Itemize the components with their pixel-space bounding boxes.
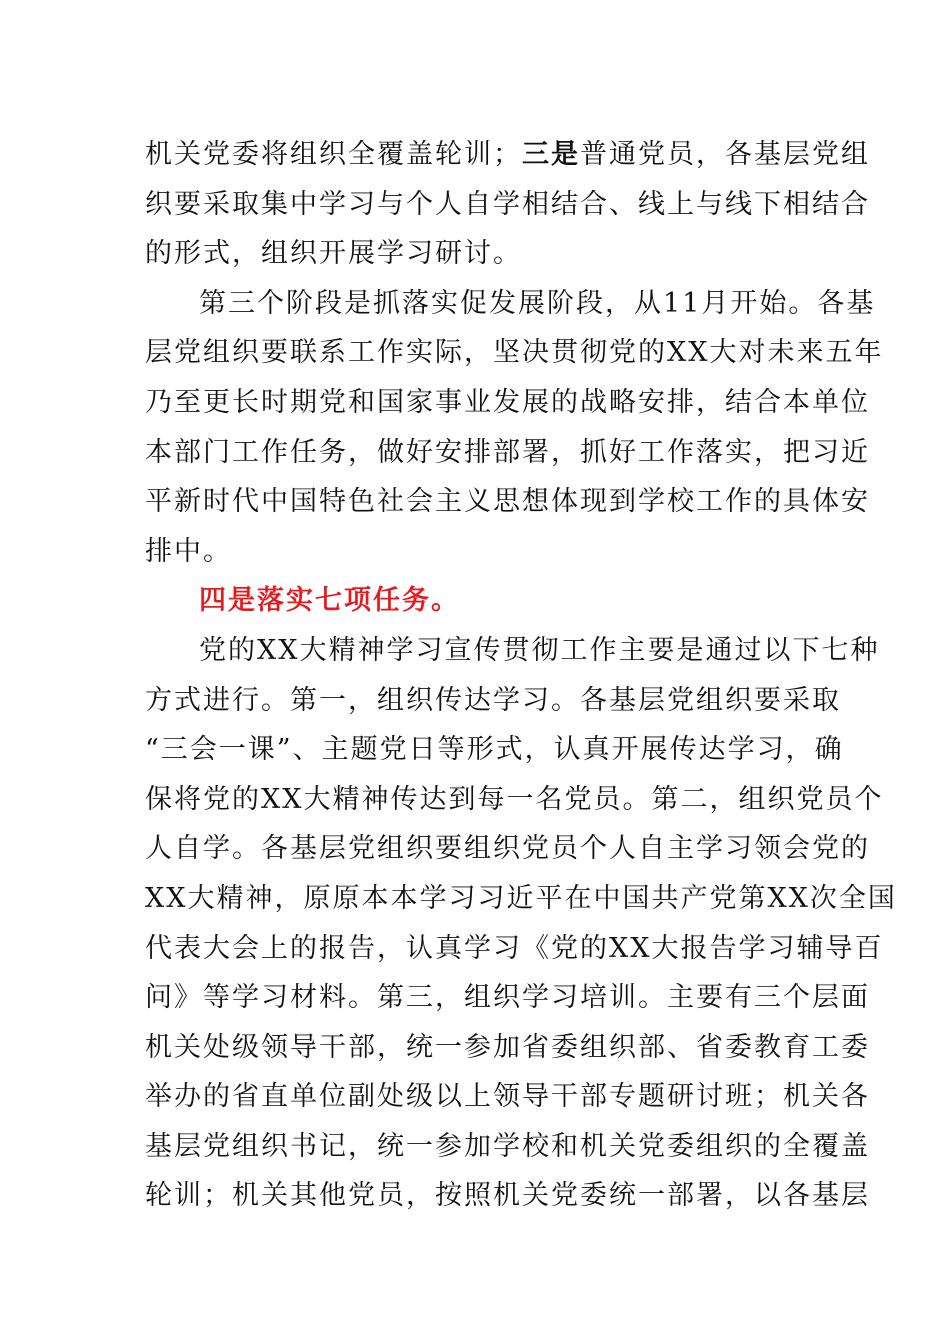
paragraph-line: 党的XX大精神学习宣传贯彻工作主要是通过以下七种 <box>199 634 880 666</box>
text-run: 机关党委将组织全覆盖轮训； <box>145 139 522 170</box>
paragraph-line: 织要采取集中学习与个人自学相结合、线上与线下相结合 <box>145 188 870 220</box>
paragraph-line: 举办的省直单位副处级以上领导干部专题研讨班；机关各 <box>145 1081 870 1113</box>
paragraph-line: 保将党的XX大精神传达到每一名党员。第二，组织党员个 <box>145 783 884 815</box>
paragraph-line: 的形式，组织开展学习研讨。 <box>145 238 522 270</box>
document-body <box>145 130 897 1221</box>
paragraph-line: 乃至更长时期党和国家事业发展的战略安排，结合本单位 <box>145 386 870 418</box>
paragraph-line: 基层党组织书记，统一参加学校和机关党委组织的全覆盖 <box>145 1130 870 1162</box>
bold-run: 三是 <box>522 139 580 170</box>
paragraph-line: XX大精神，原原本本学习习近平在中国共产党第XX次全国 <box>145 882 897 914</box>
text-run: 普通党员，各基层党组 <box>580 139 870 170</box>
paragraph-line: 平新时代中国特色社会主义思想体现到学校工作的具体安 <box>145 486 870 518</box>
paragraph-line: 本部门工作任务，做好安排部署，抓好工作落实，把习近 <box>145 436 870 468</box>
paragraph-line: 代表大会上的报告，认真学习《党的XX大报告学习辅导百 <box>145 932 884 964</box>
paragraph-line <box>145 130 870 180</box>
paragraph-line: 问》等学习材料。第三，组织学习培训。主要有三个层面 <box>145 982 870 1014</box>
paragraph-line: 机关处级领导干部，统一参加省委组织部、省委教育工委 <box>145 1031 870 1063</box>
paragraph-line: 排中。 <box>145 535 232 567</box>
paragraph-line: 层党组织要联系工作实际，坚决贯彻党的XX大对未来五年 <box>145 337 884 369</box>
paragraph-line: 轮训；机关其他党员，按照机关党委统一部署，以各基层 <box>145 1180 870 1212</box>
paragraph-line: 人自学。各基层党组织要组织党员个人自主学习领会党的 <box>145 833 870 865</box>
paragraph-line: 第三个阶段是抓落实促发展阶段，从11月开始。各基 <box>199 287 876 319</box>
paragraph-line: “三会一课”、主题党日等形式，认真开展传达学习，确 <box>145 734 844 766</box>
paragraph-line: 方式进行。第一，组织传达学习。各基层党组织要采取 <box>145 684 841 716</box>
section-heading: 四是落实七项任务。 <box>199 585 460 617</box>
